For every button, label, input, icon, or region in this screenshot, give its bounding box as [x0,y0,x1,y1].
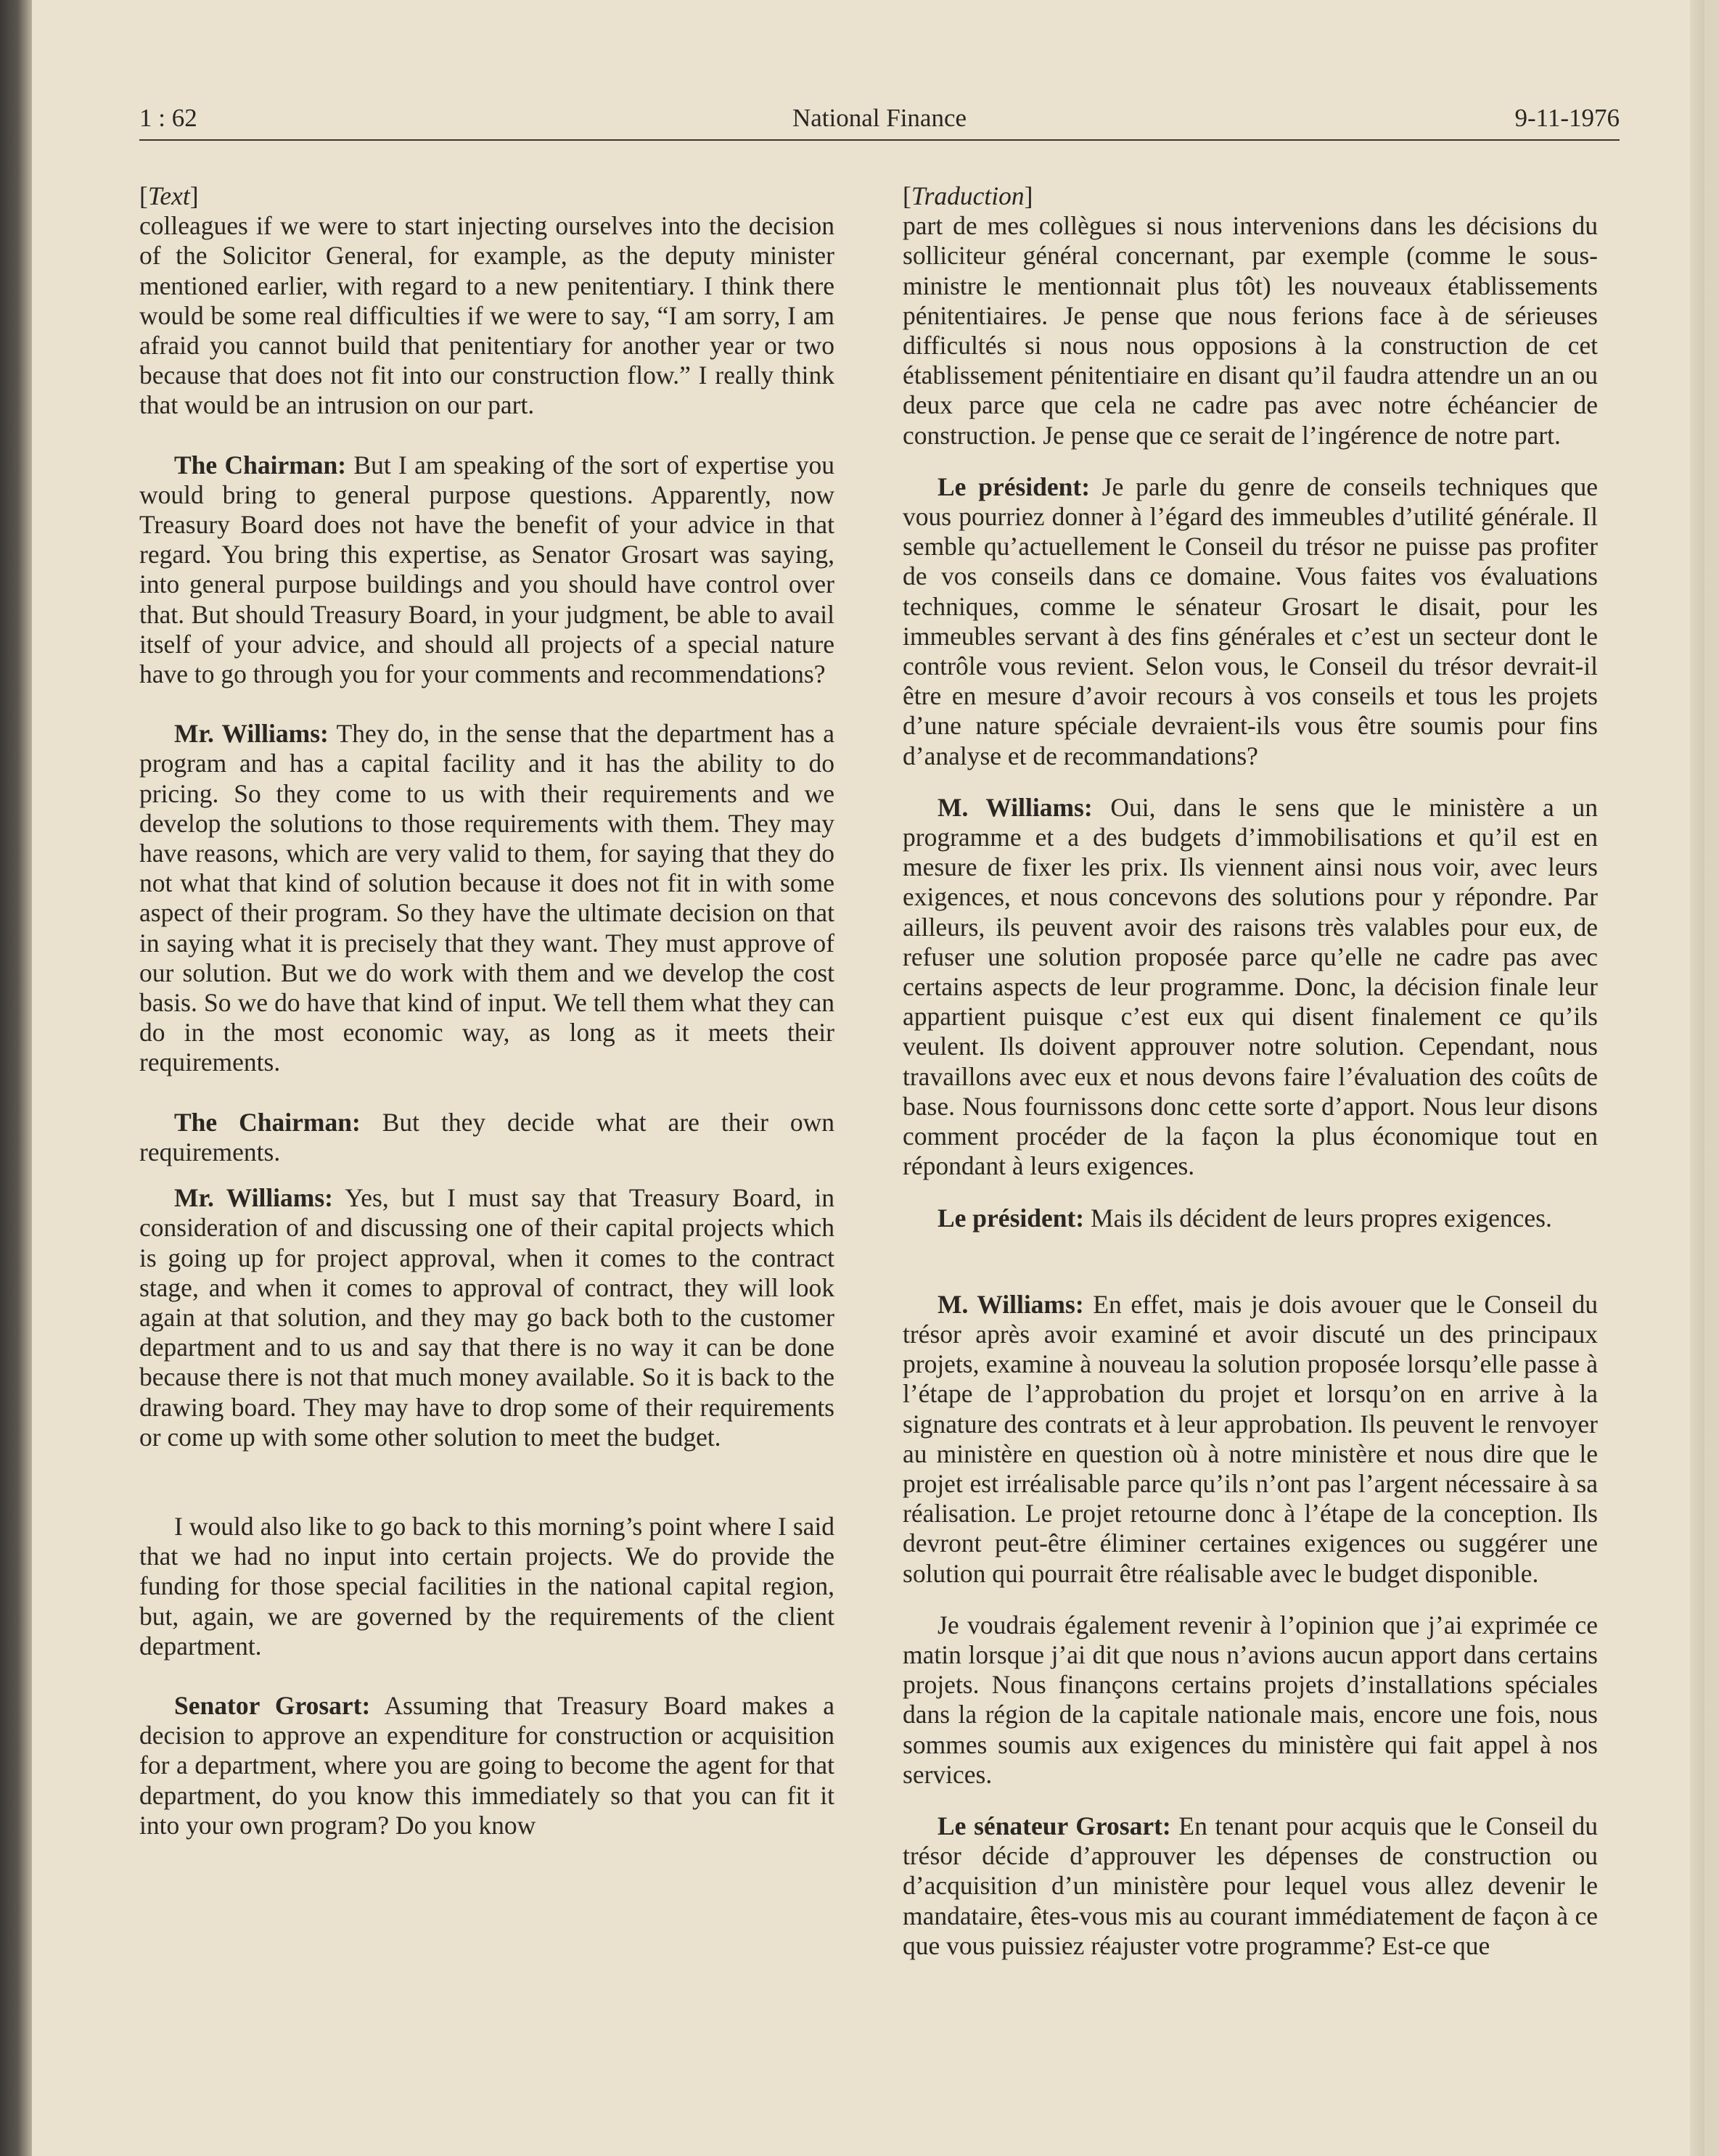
paragraph [903,1811,1598,1961]
page-edge [1690,0,1704,2156]
paragraph [903,793,1598,1182]
speaker-label: Le président: [938,472,1091,501]
paragraph [139,1108,834,1167]
header-rule [139,139,1620,141]
paragraph-text: Yes, but I must say that Treasury Board, in consideration of and discussing one of their capital projects which is going up for project approval, when it comes to the contract stage, and when it comes to approval of contract, they will look again at that solution, and they may go back both to the customer department and to us and say that there is no way it can be done because there is not that much money available. So it is back to the drawing board. They may have to drop some of their requirements or come up with some other solution to meet the budget. [139,1183,834,1452]
paragraph [903,1610,1598,1790]
paragraph [139,211,834,420]
english-column [139,181,834,1870]
paragraph [139,1691,834,1840]
paragraph [903,472,1598,771]
paragraph [139,1183,834,1452]
paragraph-text: I would also like to go back to this morning’s point where I said that we had no input into certain projects. We do provide the funding for those special facilities in the national capital region, but, again, we are governed by the requirements of the client department. [139,1511,834,1661]
paragraph [139,450,834,690]
paragraph-text: Je parle du genre de conseils techniques que vous pourriez donner à l’égard des immeubles d’utilité générale. Il semble qu’actuellement le Conseil du trésor ne puisse pas profiter de vos conseils dans ce domaine. Vous faites vos évaluations techniques, comme le sénateur Grosart le disait, pour les immeubles servant à des fins générales et c’est un secteur dont le contrôle vous revient. Selon vous, le Conseil du trésor devrait-il être en mesure d’avoir recours à vos conseils et tous les projets d’une nature spéciale devraient-ils vous être soumis pour fins d’analyse et de recommandations? [903,472,1598,770]
speaker-label: Mr. Williams: [174,719,329,749]
paragraph-text: En tenant pour acquis que le Conseil du trésor décide d’approuver les dépenses de construction ou d’acquisition d’un ministère pour lequel vous allez devenir le mandataire, êtes-vous mis au courant immédiatement de façon à ce que vous puissiez réajuster votre programme? Est-ce que [903,1811,1598,1960]
paragraph [903,1204,1598,1233]
paragraph-text: En effet, mais je dois avouer que le Conseil du trésor après avoir examiné et avoir discuté un des principaux projets, examine à nouveau la solution proposée lorsqu’elle passe à l’étape de l’approbation du projet et lorsqu’on en arrive à la signature des contrats et à leur approbation. Ils peuvent le renvoyer au ministère en question où à notre ministère et nous dire que le projet est irréalisable parce qu’ils n’ont pas l’argent nécessaire à sa réalisation. Le projet retourne donc à l’étape de la conception. Ils devront peut-être éliminer certaines exigences ou suggérer une solution qui pourrait être réalisable avec le budget disponible. [903,1289,1598,1588]
paragraph [903,211,1598,450]
translation-marker-word: Traduction [911,181,1025,210]
paragraph-text: They do, in the sense that the department has a program and has a capital facility and it has the ability to do pricing. So they come to us with their requirements and we develop the solutions to those requirements with them. They may have reasons, which are very valid to them, for saying that they do not what that kind of solution because it does not fit in with some aspect of their program. So they have the ultimate decision on that in saying what it is precisely that they want. They must approve of our solution. But we do work with them and we develop the cost basis. So we do have that kind of input. We tell them what they can do in the most economic way, as long as it meets their requirements. [139,719,834,1077]
speaker-label: Senator Grosart: [174,1690,371,1720]
paragraph-text: Assuming that Treasury Board makes a decision to approve an expenditure for construction or acquisition for a department, where you are going to become the agent for that department, do you know this immediately so that you can fit it into your own program? Do you know [139,1690,835,1840]
paragraph-text: Oui, dans le sens que le ministère a un programme et a des budgets d’immobilisations et qu’il est en mesure de fixer les prix. Ils viennent ainsi nous voir, avec leurs exigences, et nous concevons des solutions pour y répondre. Par ailleurs, ils peuvent avoir des raisons très valables pour eux, de refuser une solution proposée parce qu’elle ne cadre pas avec certains aspects de leur programme. Donc, la décision finale leur appartient puisque c’est eux qui disent finalement ce qu’ils veulent. Ils doivent approuver notre solution. Cependant, nous travaillons avec eux et nous devons faire l’évaluation des coûts de base. Nous fournissons donc cette sorte d’apport. Nous leur disons comment procéder de la façon la plus économique tout en répondant à leurs exigences. [903,792,1598,1181]
paragraph-text: colleagues if we were to start injecting ourselves into the decision of the Solicitor General, for example, as the deputy minister mentioned earlier, with regard to a new penitentiary. I think there would be some real difficulties if we were to say, “I am sorry, I am afraid you cannot build that penitentiary for another year or two because that does not fit into our construction flow.” I really think that would be an intrusion on our part. [139,211,834,420]
translation-marker: [Traduction] [903,181,1033,210]
paragraph-text: part de mes collègues si nous intervenions dans les décisions du solliciteur général concernant, par exemple (comme le sous-ministre le mentionnait plus tôt) les nouveaux établissements pénitentiaires. Je pense que nous ferions face à de sérieuses difficultés si nous nous opposions à la construction de cet établissement pénitentiaire en disant qu’il faudra attendre un an ou deux parce que cela ne cadre pas avec notre échéancier de construction. Je pense que ce serait de l’ingérence de notre part. [903,211,1598,450]
french-column [903,181,1598,1991]
header-date: 9-11-1976 [1514,104,1620,132]
text-marker-word: Text [147,181,190,210]
speaker-label: M. Williams: [938,792,1093,822]
paragraph-text: Mais ils décident de leurs propres exigences. [1084,1203,1552,1233]
header-title: National Finance [792,104,967,132]
speaker-label: The Chairman: [174,450,347,480]
page-ref: 1 : 62 [139,104,197,132]
speaker-label: M. Williams: [938,1289,1084,1319]
speaker-label: Le sénateur Grosart: [938,1811,1171,1840]
paragraph [139,719,834,1077]
paragraph-text: But I am speaking of the sort of expertise you would bring to general purpose questions. Apparently, now Treasury Board does not have the benefit of your advice in that regard. You bring this expertise, as Senator Grosart was saying, into general purpose buildings and you should have control over that. But should Treasury Board, in your judgment, be able to avail itself of your advice, and should all projects of a special nature have to go through you for your comments and recommendations? [139,450,834,689]
paragraph [903,1290,1598,1589]
paragraph [139,1512,834,1661]
speaker-label: The Chairman: [174,1107,361,1137]
paragraph-text: Je voudrais également revenir à l’opinion que j’ai exprimée ce matin lorsque j’ai dit que nous n’avions aucun apport dans certains projets. Nous finançons certains projets d’installations spéciales dans la région de la capitale nationale mais, encore une fois, nous sommes soumis aux exigences du ministère qui fait appel à nos services. [903,1610,1598,1789]
binding-shadow [0,0,32,2156]
text-marker: [Text] [139,181,199,210]
paragraph-text: But they decide what are their own requirements. [139,1107,834,1167]
speaker-label: Le président: [938,1203,1085,1233]
speaker-label: Mr. Williams: [174,1183,334,1213]
